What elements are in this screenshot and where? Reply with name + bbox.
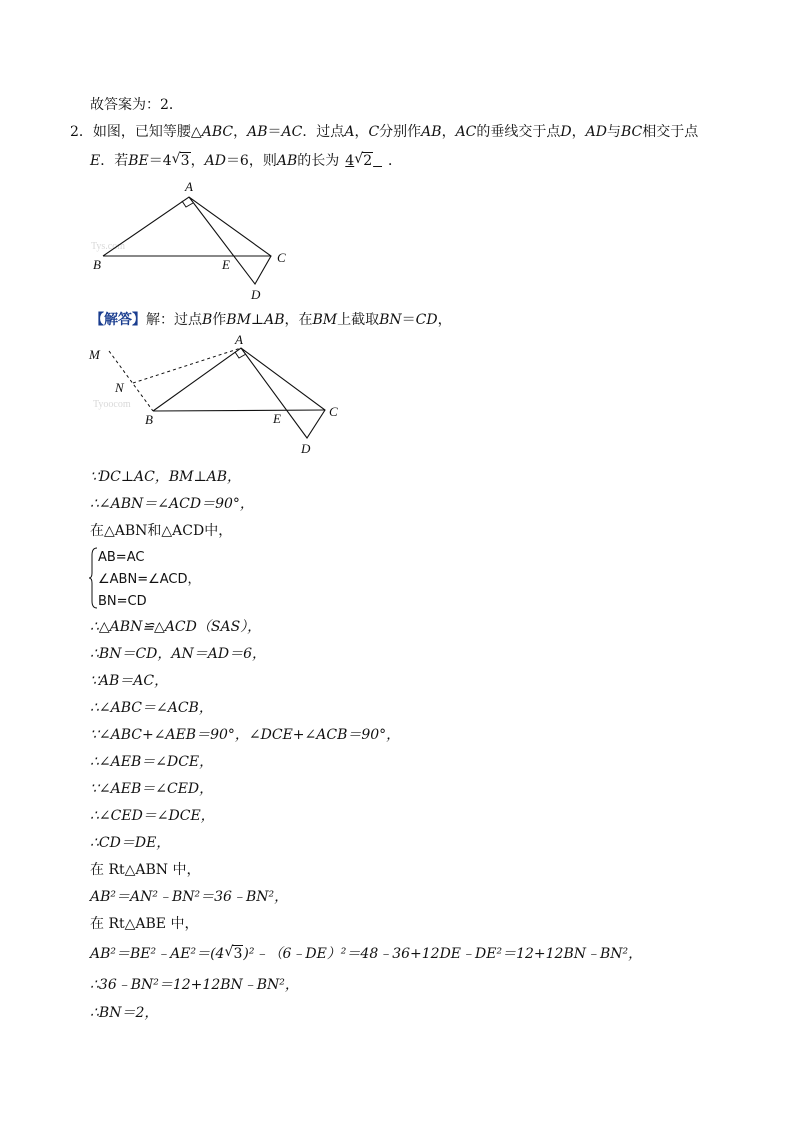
system-eq-2 bbox=[98, 569, 201, 591]
solution-line-8 bbox=[90, 726, 400, 744]
answer-tag: 【解答】 bbox=[90, 312, 146, 328]
solution-line-7 bbox=[90, 699, 213, 717]
label-b: B bbox=[93, 257, 101, 272]
text-span: BC bbox=[620, 124, 643, 140]
solution-line-2 bbox=[90, 495, 254, 513]
solution-line-16 bbox=[90, 945, 642, 963]
text-span: ⊥ bbox=[250, 312, 265, 328]
text-span: ＝4 bbox=[148, 153, 172, 169]
text-span: BE bbox=[128, 153, 149, 169]
label-m: M bbox=[89, 347, 100, 362]
solution-line-1 bbox=[90, 468, 241, 486]
question-line-1 bbox=[70, 123, 698, 141]
text-span: ∵DC⊥AC，BM⊥AB， bbox=[90, 469, 242, 485]
solution-line-17 bbox=[90, 976, 299, 994]
text-span: A bbox=[344, 124, 355, 140]
solution-line-3 bbox=[90, 522, 232, 540]
text-span: ．若 bbox=[100, 153, 129, 169]
triangle-lines bbox=[103, 197, 271, 284]
text-span: 解：过点 bbox=[146, 312, 202, 328]
sqrt-radicand: 2 bbox=[363, 153, 373, 169]
text-span: ∴∠ABN＝∠ACD＝90°， bbox=[90, 496, 254, 512]
solution-line-15 bbox=[90, 915, 198, 933]
system-eq-1: AB=AC bbox=[98, 550, 145, 565]
text-span: 4 bbox=[345, 153, 355, 169]
text-span: AB bbox=[264, 312, 285, 328]
text-span: AB bbox=[421, 124, 442, 140]
solution-line-4 bbox=[90, 618, 261, 636]
solution-line-11 bbox=[90, 807, 215, 825]
text-span: ， bbox=[441, 124, 456, 140]
text-span: BM bbox=[312, 312, 338, 328]
text-span: 上截取 bbox=[337, 312, 380, 328]
text-span: AD bbox=[204, 153, 226, 169]
sqrt-expr: √ 2 bbox=[354, 151, 373, 169]
sqrt-radicand: 3 bbox=[180, 153, 190, 169]
answer-line-prev bbox=[90, 96, 183, 114]
text-span: ∴CD＝DE， bbox=[90, 835, 171, 851]
label-e: E bbox=[273, 411, 281, 426]
solution-line-10 bbox=[90, 780, 213, 798]
text-span: D bbox=[560, 124, 572, 140]
text-span: ∴∠CED＝∠DCE， bbox=[90, 808, 215, 824]
text-span: ∴BN＝CD，AN＝AD＝6， bbox=[90, 646, 266, 662]
text-span: 故答案为：2． bbox=[90, 97, 183, 113]
text-span: BN bbox=[379, 312, 402, 328]
text-span: ＝ bbox=[267, 124, 282, 140]
segment-an-dashed bbox=[133, 348, 241, 383]
answer-header bbox=[90, 311, 452, 329]
system-eq-3: BN=CD bbox=[98, 594, 147, 609]
figure-1-triangle bbox=[85, 175, 305, 305]
text-span: ∠ABN=∠ACD bbox=[98, 572, 188, 587]
text-span: ＝ bbox=[401, 312, 416, 328]
text-span: AB²＝AN²﹣BN²＝36﹣BN²， bbox=[90, 889, 289, 905]
text-span: ， bbox=[187, 572, 201, 587]
solution-line-13 bbox=[90, 861, 200, 879]
text-span: BM bbox=[226, 312, 251, 328]
text-span: 如图，已知等腰△ bbox=[92, 124, 202, 140]
text-span: AC bbox=[455, 124, 477, 140]
text-span: ， bbox=[190, 153, 205, 169]
text-span: ∴∠AEB＝∠DCE， bbox=[90, 754, 214, 770]
solution-line-12 bbox=[90, 834, 170, 852]
solution-line-5 bbox=[90, 645, 266, 663]
sqrt-expr: √ 3 bbox=[224, 944, 243, 962]
text-span: 的长为 bbox=[297, 153, 340, 169]
triangle-lines bbox=[153, 348, 325, 438]
watermark: Tyoocom bbox=[93, 399, 131, 410]
text-span: ABC bbox=[201, 124, 234, 140]
text-span: ． bbox=[388, 153, 403, 169]
text-span: ∴∠ABC＝∠ACB， bbox=[90, 700, 213, 716]
text-span: ，在 bbox=[284, 312, 313, 328]
text-span: ， bbox=[571, 124, 586, 140]
text-span: ， bbox=[437, 312, 452, 328]
text-span: ， bbox=[233, 124, 248, 140]
text-span: AB bbox=[276, 153, 298, 169]
question-line-2 bbox=[90, 152, 402, 170]
text-span: AD bbox=[585, 124, 607, 140]
segment-bc bbox=[153, 410, 325, 411]
label-b: B bbox=[145, 412, 153, 427]
text-span: 分别作 bbox=[379, 124, 422, 140]
text-span: ∵∠AEB＝∠CED， bbox=[90, 781, 214, 797]
text-span: AB bbox=[247, 124, 268, 140]
label-a: A bbox=[235, 335, 243, 347]
text-span: 相交于点 bbox=[642, 124, 699, 140]
text-span: ∴△ABN≌△ACD（SAS）， bbox=[90, 619, 262, 635]
sqrt-radicand: 3 bbox=[233, 946, 243, 962]
system-equations bbox=[98, 547, 201, 613]
solution-line-18 bbox=[90, 1004, 158, 1022]
label-a: A bbox=[185, 179, 193, 194]
text-span: AC bbox=[281, 124, 303, 140]
text-span: 在 Rt△ABN 中， bbox=[90, 862, 201, 878]
label-n: N bbox=[115, 380, 124, 395]
text-span: B bbox=[202, 312, 213, 328]
text-span: 与 bbox=[606, 124, 621, 140]
label-c: C bbox=[277, 250, 286, 265]
solution-line-14 bbox=[90, 888, 288, 906]
text-span: ∴BN＝2， bbox=[90, 1005, 159, 1021]
text-span: 在 Rt△ABE 中， bbox=[90, 916, 199, 932]
sqrt-expr: √ 3 bbox=[171, 151, 190, 169]
text-span: ＝6，则 bbox=[225, 153, 277, 169]
text-span: ， bbox=[354, 124, 369, 140]
text-span: ．过点 bbox=[302, 124, 345, 140]
text-span: 的垂线交于点 bbox=[476, 124, 561, 140]
question-number: 2． bbox=[70, 124, 93, 140]
watermark: Tys.com bbox=[91, 241, 126, 252]
answer-blank bbox=[339, 153, 388, 169]
text-span: 作 bbox=[212, 312, 227, 328]
system-brace bbox=[88, 547, 98, 609]
text-span: E bbox=[90, 153, 101, 169]
label-e: E bbox=[222, 257, 230, 272]
text-span: 在△ABN和△ACD中， bbox=[90, 523, 233, 539]
text-span: C bbox=[368, 124, 380, 140]
figure-2-construction bbox=[85, 335, 350, 460]
text-span: ∴36﹣BN²＝12+12BN﹣BN²， bbox=[90, 977, 299, 993]
text-span: AB²＝BE²﹣AE²＝(4 bbox=[90, 946, 225, 962]
text-span: CD bbox=[415, 312, 438, 328]
label-c: C bbox=[329, 404, 338, 419]
label-d: D bbox=[301, 441, 311, 456]
solution-line-9 bbox=[90, 753, 213, 771]
solution-line-6 bbox=[90, 672, 168, 690]
text-span: ∵∠ABC+∠AEB＝90°，∠DCE+∠ACB＝90°， bbox=[90, 727, 401, 743]
label-d: D bbox=[251, 287, 261, 302]
text-span: )²﹣（6﹣DE）²＝48﹣36+12DE﹣DE²＝12+12BN﹣BN²， bbox=[243, 946, 643, 962]
text-span: ∵AB＝AC， bbox=[90, 673, 169, 689]
right-angle-mark bbox=[182, 201, 193, 207]
